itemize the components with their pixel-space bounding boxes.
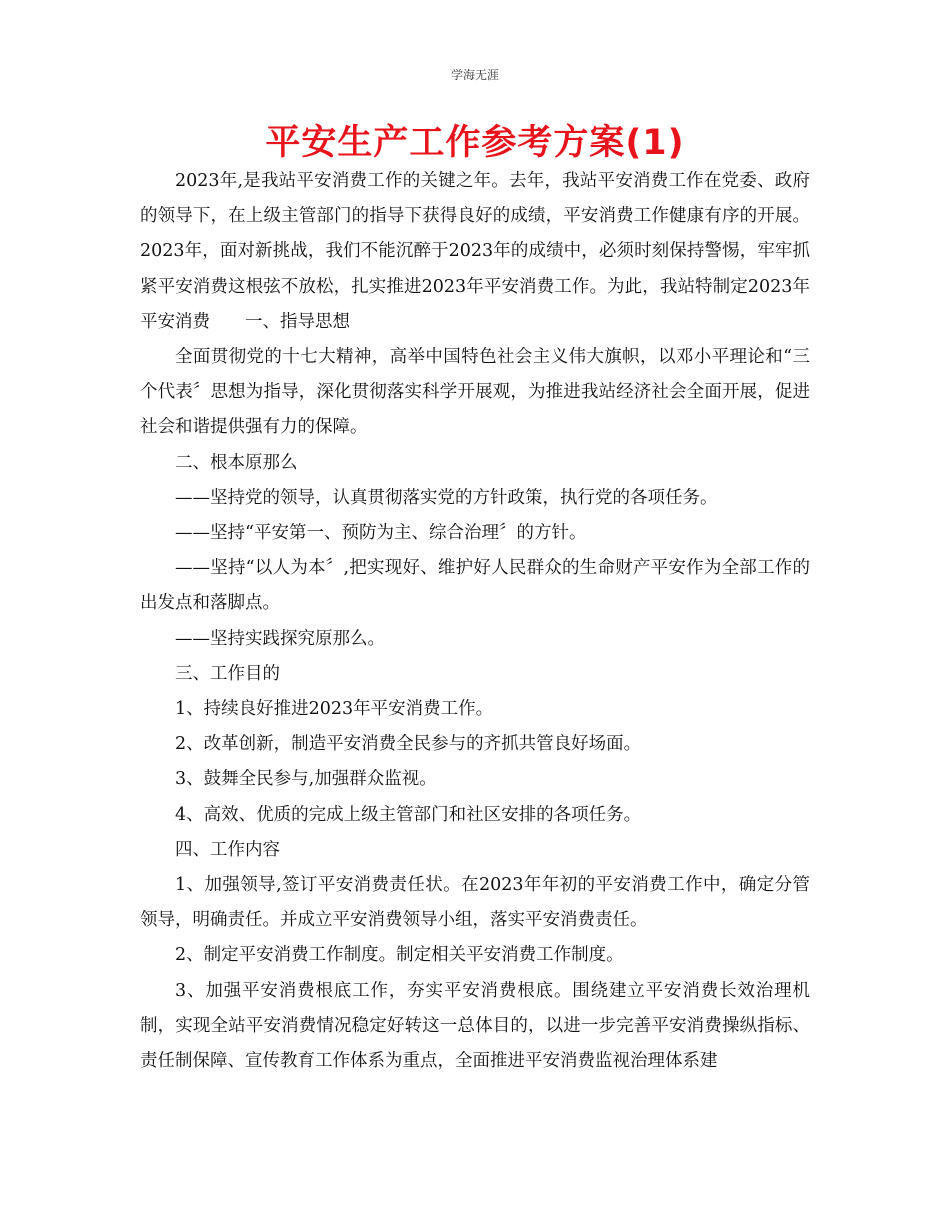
principle-item: ——坚持党的领导，认真贯彻落实党的方针政策，执行党的各项任务。 [175,487,718,508]
content-item: 3、加强平安消费根底工作，夯实平安消费根底。围绕建立平安消费长效治理机制，实现全站平安消费情况稳定好转这一总体目的，以进一步完善平安消费操纵指标、责任制保障、宣传教育工作体系为重点，全面推进平安消费监视治理体系建 [140,980,810,1072]
document-body [140,164,810,1079]
goal-item: 1、持续良好推进2023年平安消费工作。 [175,699,494,720]
goal-item: 2、改革创新，制造平安消费全民参与的齐抓共管良好场面。 [175,734,642,755]
paragraph-intro: 2023年,是我站平安消费工作的关键之年。去年，我站平安消费工作在党委、政府的领导下，在上级主管部门的指导下获得良好的成绩，平安消费工作健康有序的开展。2023年，面对新挑战，我们不能沉醉于2023年的成绩中，必须时刻保持警惕，牢牢抓紧平安消费这根弦不放松，扎实推进2023年平安消费工作。为此，我站特制定2023年平安消费 一、指导思想 [140,171,810,332]
principle-item: ——坚持“平安第一、预防为主、综合治理〞的方针。 [175,523,587,544]
content-item: 2、制定平安消费工作制度。制定相关平安消费工作制度。 [175,945,624,966]
section-heading-goals: 三、工作目的 [175,663,280,684]
document-title: 平安生产工作参考方案(1) [265,123,685,163]
goal-item: 4、高效、优质的完成上级主管部门和社区安排的各项任务。 [175,804,642,825]
page-header: 学海无涯 [450,68,499,82]
content-item: 1、加强领导,签订平安消费责任状。在2023年年初的平安消费工作中，确定分管领导，明确责任。并成立平安消费领导小组，落实平安消费责任。 [140,875,810,931]
paragraph-guiding-thought: 全面贯彻党的十七大精神，高举中国特色社会主义伟大旗帜，以邓小平理论和“三个代表〞思想为指导，深化贯彻落实科学开展观，为推进我站经济社会全面开展，促进社会和谐提供强有力的保障。 [140,347,810,438]
section-heading-content: 四、工作内容 [175,839,280,860]
goal-item: 3、鼓舞全民参与,加强群众监视。 [175,769,437,790]
principle-item: ——坚持实践探究原那么。 [175,628,385,649]
principle-item: ——坚持“以人为本〞,把实现好、维护好人民群众的生命财产平安作为全部工作的出发点和落脚点。 [140,558,810,614]
section-heading-principles: 二、根本原那么 [175,452,298,473]
